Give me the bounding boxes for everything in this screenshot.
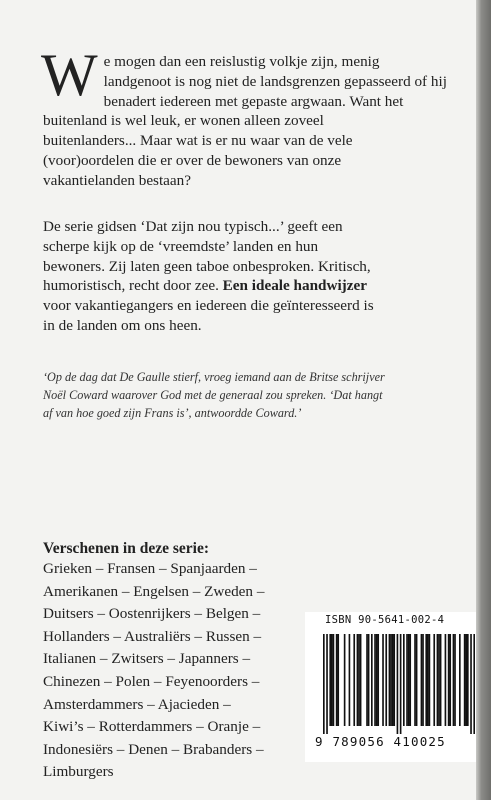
barcode-bar bbox=[465, 634, 467, 726]
barcode-bar bbox=[400, 634, 402, 734]
barcode-bar bbox=[422, 634, 424, 726]
description-line: bewoners. Zij laten geen taboe onbesproken. Kritisch, bbox=[43, 257, 371, 275]
barcode-bar bbox=[329, 634, 331, 726]
series-heading: Verschenen in deze serie: bbox=[43, 540, 210, 557]
barcode-bar bbox=[389, 634, 391, 726]
barcode-bar bbox=[448, 634, 450, 726]
barcode-bar bbox=[433, 634, 435, 726]
description-line: voor vakantiegangers en iedereen die geïnteresseerd is bbox=[43, 297, 374, 315]
barcode-bar bbox=[377, 634, 379, 726]
barcode-bar bbox=[459, 634, 461, 726]
intro-line: buitenlanders... Maar wat is er nu waar van de vele bbox=[43, 132, 353, 150]
barcode-bar bbox=[358, 634, 360, 726]
series-list bbox=[43, 558, 303, 784]
barcode-bar bbox=[368, 634, 370, 726]
barcode-bar bbox=[438, 634, 440, 726]
series-line: Amerikanen – Engelsen – Zweden – bbox=[43, 582, 265, 600]
barcode-bar bbox=[374, 634, 376, 726]
description-line: scherpe kijk op de ‘vreemdste’ landen en hun bbox=[43, 237, 319, 255]
series-line: Italianen – Zwitsers – Japanners – bbox=[43, 650, 251, 668]
series-line: Hollanders – Australiërs – Russen – bbox=[43, 627, 262, 645]
barcode-icon bbox=[323, 634, 475, 734]
barcode-bar bbox=[336, 634, 338, 726]
quote-line: ‘Op de dag dat De Gaulle stierf, vroeg iemand aan de Britse schrijver bbox=[43, 370, 385, 384]
barcode-bar bbox=[408, 634, 410, 726]
barcode-bar bbox=[382, 634, 384, 726]
barcode-bar bbox=[393, 634, 395, 726]
barcode-bar bbox=[473, 634, 475, 734]
barcode-bar bbox=[333, 634, 335, 726]
barcode-bar bbox=[376, 634, 378, 726]
highlight-text: Een ideale handwijzer bbox=[222, 277, 367, 295]
barcode-bar bbox=[429, 634, 431, 726]
series-line: Chinezen – Polen – Feyenoorders – bbox=[43, 672, 260, 690]
barcode-bar bbox=[406, 634, 408, 726]
barcode-bar bbox=[425, 634, 427, 726]
barcode-bar bbox=[385, 634, 387, 726]
barcode-bar bbox=[454, 634, 456, 726]
barcode-bar bbox=[414, 634, 416, 726]
series-line: Grieken – Fransen – Spanjaarden – bbox=[43, 560, 257, 577]
intro-line: buitenland is wel leuk, er wonen alleen zoveel bbox=[43, 112, 324, 130]
quote-line: af van hoe goed zijn Frans is’, antwoordde Coward.’ bbox=[43, 406, 302, 420]
isbn-number: ISBN 90-5641-002-4 bbox=[325, 614, 445, 626]
barcode-bar bbox=[467, 634, 469, 726]
series-line: Indonesiërs – Denen – Brabanders – bbox=[43, 740, 264, 758]
barcode-bar bbox=[440, 634, 442, 726]
barcode-bar bbox=[392, 634, 394, 726]
series-line: Kiwi’s – Rotterdammers – Oranje – bbox=[43, 718, 261, 736]
barcode-bar bbox=[464, 634, 466, 726]
description-line bbox=[43, 276, 461, 296]
intro-line: landgenoot is nog niet de landsgrenzen gepasseerd of hij bbox=[103, 72, 447, 90]
barcode-bar bbox=[421, 634, 423, 726]
barcode-label bbox=[305, 612, 476, 762]
description-line: De serie gidsen ‘Dat zijn nou typisch...’ geeft een bbox=[43, 218, 343, 235]
barcode-bar bbox=[416, 634, 418, 726]
barcode-bar bbox=[323, 634, 325, 734]
barcode-bar bbox=[445, 634, 447, 726]
barcode-bar bbox=[360, 634, 362, 726]
barcode-bar bbox=[337, 634, 339, 726]
barcode-bar bbox=[353, 634, 355, 726]
description-text: humoristisch, recht door zee. bbox=[43, 277, 223, 295]
description-line: in de landen om ons heen. bbox=[43, 316, 202, 334]
barcode-bar bbox=[409, 634, 411, 726]
series-line: Amsterdammers – Ajacieden – bbox=[43, 695, 231, 713]
intro-paragraph bbox=[41, 42, 461, 191]
book-spine-edge bbox=[476, 0, 491, 800]
series-description bbox=[43, 217, 461, 336]
barcode-bar bbox=[470, 634, 472, 734]
barcode-bar bbox=[326, 634, 328, 734]
barcode-bar bbox=[453, 634, 455, 726]
series-line: Duitsers – Oostenrijkers – Belgen – bbox=[43, 605, 261, 623]
barcode-bar bbox=[344, 634, 346, 726]
intro-line: e mogen dan een reislustig volkje zijn, menig bbox=[103, 53, 380, 70]
intro-line: benadert iedereen met gepaste argwaan. Want het bbox=[103, 92, 404, 110]
series-line: Limburgers bbox=[43, 763, 114, 781]
barcode-bar bbox=[366, 634, 368, 726]
ean-digits: 9 789056 410025 bbox=[315, 734, 446, 749]
barcode-bar bbox=[390, 634, 392, 726]
barcode-bar bbox=[357, 634, 359, 726]
coward-quote bbox=[43, 368, 463, 422]
quote-line: Noël Coward waarover God met de generaal zou spreken. ‘Dat hangt bbox=[43, 388, 383, 402]
barcode-bar bbox=[449, 634, 451, 726]
barcode-bar bbox=[403, 634, 405, 726]
intro-line: vakantielanden bestaan? bbox=[43, 171, 192, 189]
barcode-bar bbox=[427, 634, 429, 726]
drop-cap: W bbox=[41, 42, 98, 108]
barcode-bar bbox=[437, 634, 439, 726]
barcode-bar bbox=[397, 634, 399, 734]
barcode-bar bbox=[349, 634, 351, 726]
barcode-bar bbox=[331, 634, 333, 726]
intro-line: (voor)oordelen die er over de bewoners van onze bbox=[43, 151, 342, 169]
barcode-bar bbox=[371, 634, 373, 726]
